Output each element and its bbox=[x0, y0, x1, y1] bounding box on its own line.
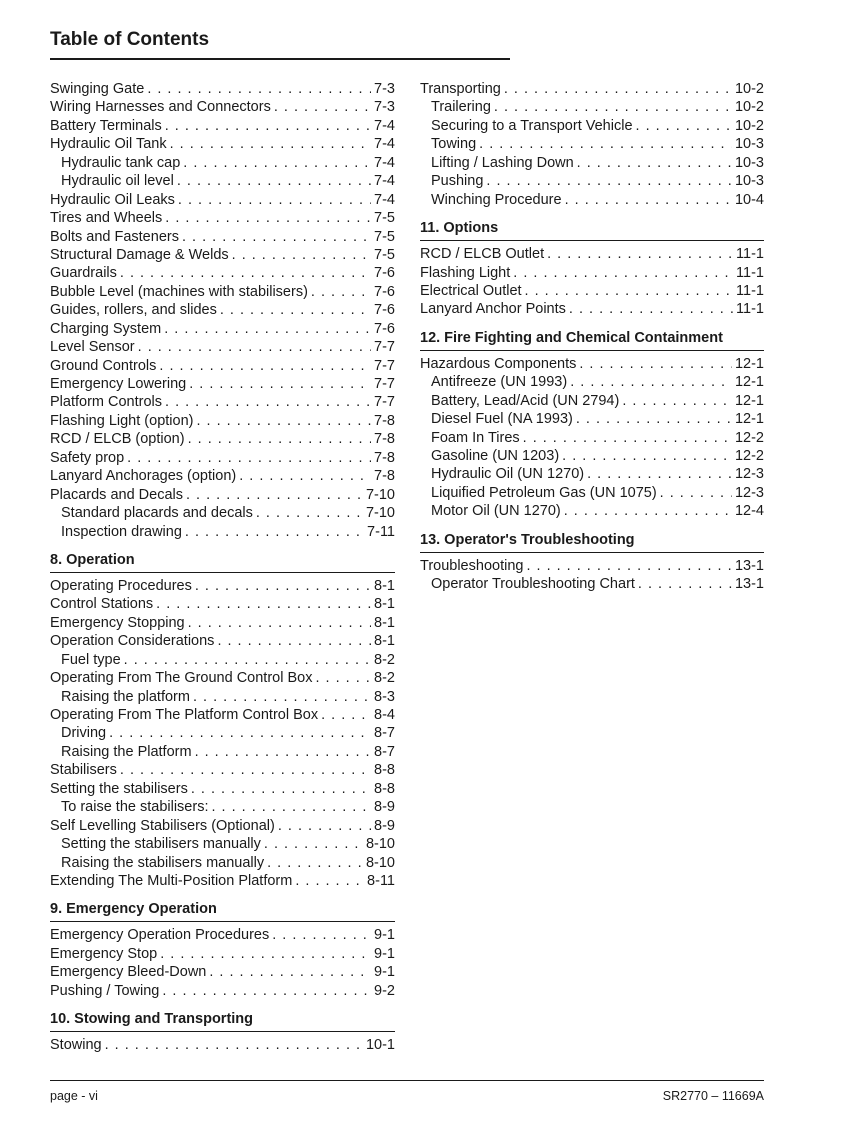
toc-entry-page: 13-1 bbox=[734, 557, 764, 574]
toc-entry-title: Battery Terminals bbox=[50, 117, 162, 134]
section-heading-11: 11. Options bbox=[420, 209, 764, 241]
toc-entry[interactable] bbox=[50, 595, 395, 613]
dot-leader bbox=[165, 209, 371, 227]
toc-entry-title: Operator Troubleshooting Chart bbox=[431, 576, 635, 593]
toc-entry-title: Fuel type bbox=[61, 651, 121, 668]
toc-entry-title: Swinging Gate bbox=[50, 81, 145, 97]
toc-entry-page: 11-1 bbox=[736, 246, 764, 263]
toc-entry[interactable] bbox=[50, 154, 395, 172]
toc-entry-title: Antifreeze (UN 1993) bbox=[431, 374, 568, 391]
toc-block bbox=[420, 355, 764, 521]
toc-block bbox=[420, 80, 764, 209]
toc-entry[interactable] bbox=[420, 355, 764, 373]
toc-entry-page: 7-6 bbox=[374, 265, 395, 282]
toc-entry-page: 13-1 bbox=[734, 576, 764, 593]
title-rule bbox=[50, 58, 510, 60]
toc-entry-page: 8-1 bbox=[374, 614, 395, 631]
toc-entry-page: 7-4 bbox=[374, 173, 395, 190]
toc-entry[interactable] bbox=[420, 410, 764, 428]
toc-entry[interactable] bbox=[50, 614, 395, 632]
toc-entry-title: Trailering bbox=[431, 99, 491, 116]
dot-leader bbox=[577, 154, 732, 172]
toc-entry-title: Winching Procedure bbox=[431, 191, 562, 208]
toc-entry[interactable] bbox=[420, 465, 764, 483]
dot-leader bbox=[165, 393, 371, 411]
toc-entry-title: Diesel Fuel (NA 1993) bbox=[431, 411, 573, 428]
toc-entry-page: 7-4 bbox=[374, 136, 395, 153]
toc-entry-title: Foam In Tires bbox=[431, 429, 520, 446]
toc-entry-page: 11-1 bbox=[736, 264, 764, 281]
dot-leader bbox=[156, 595, 371, 613]
dot-leader bbox=[660, 484, 732, 502]
toc-entry[interactable] bbox=[50, 338, 395, 356]
toc-entry[interactable] bbox=[50, 393, 395, 411]
toc-entry-title: RCD / ELCB (option) bbox=[50, 431, 185, 448]
toc-entry[interactable] bbox=[50, 375, 395, 393]
toc-entry-page: 12-1 bbox=[734, 374, 764, 391]
toc-entry-page: 7-7 bbox=[374, 376, 395, 392]
dot-leader bbox=[562, 447, 732, 465]
dot-leader bbox=[177, 172, 371, 190]
toc-entry-title: Setting the stabilisers manually bbox=[61, 836, 261, 853]
toc-entry[interactable] bbox=[50, 486, 395, 504]
dot-leader bbox=[120, 761, 371, 779]
dot-leader bbox=[274, 98, 371, 116]
dot-leader bbox=[182, 228, 371, 246]
toc-entry[interactable] bbox=[50, 98, 395, 116]
toc-entry[interactable] bbox=[50, 246, 395, 264]
dot-leader bbox=[311, 283, 371, 301]
toc-entry-title: Setting the stabilisers bbox=[50, 780, 188, 797]
dot-leader bbox=[195, 577, 371, 595]
toc-entry-title: Hydraulic oil level bbox=[61, 173, 174, 190]
toc-entry-page: 12-1 bbox=[734, 355, 764, 372]
dot-leader bbox=[127, 449, 371, 467]
toc-entry-title: Lifting / Lashing Down bbox=[431, 154, 574, 171]
toc-entry-title: Emergency Bleed-Down bbox=[50, 964, 207, 981]
toc-entry[interactable] bbox=[50, 780, 395, 798]
toc-entry[interactable] bbox=[420, 557, 764, 575]
toc-entry[interactable] bbox=[420, 429, 764, 447]
toc-entry-page: 10-1 bbox=[365, 1037, 395, 1054]
dot-leader bbox=[188, 614, 371, 632]
dot-leader bbox=[170, 135, 371, 153]
toc-entry-page: 8-1 bbox=[374, 577, 395, 594]
dot-leader bbox=[195, 743, 371, 761]
toc-entry[interactable] bbox=[50, 172, 395, 190]
toc-entry-page: 9-1 bbox=[374, 945, 395, 962]
toc-entry[interactable] bbox=[420, 172, 764, 190]
toc-entry-page: 11-1 bbox=[736, 301, 764, 318]
dot-leader bbox=[479, 135, 732, 153]
dot-leader bbox=[147, 80, 371, 98]
section-heading-10: 10. Stowing and Transporting bbox=[50, 1000, 395, 1032]
toc-entry-page: 7-7 bbox=[374, 339, 395, 356]
toc-entry-title: Emergency Stopping bbox=[50, 614, 185, 631]
toc-entry-title: Lanyard Anchorages (option) bbox=[50, 468, 237, 485]
toc-entry-title: Emergency Operation Procedures bbox=[50, 927, 270, 944]
toc-entry-title: Level Sensor bbox=[50, 339, 135, 356]
toc-entry-title: Hydraulic Oil Tank bbox=[50, 136, 167, 153]
toc-entry[interactable] bbox=[420, 264, 764, 282]
toc-entry[interactable] bbox=[50, 80, 395, 98]
toc-entry-page: 7-7 bbox=[374, 394, 395, 411]
toc-entry-page: 7-8 bbox=[374, 468, 395, 485]
dot-leader bbox=[272, 926, 371, 944]
toc-entry[interactable] bbox=[50, 228, 395, 246]
toc-entry-page: 10-2 bbox=[734, 99, 764, 116]
dot-leader bbox=[109, 724, 371, 742]
toc-entry-title: RCD / ELCB Outlet bbox=[420, 246, 545, 263]
dot-leader bbox=[504, 80, 732, 98]
toc-entry-page: 7-6 bbox=[374, 283, 395, 300]
toc-entry-page: 12-1 bbox=[734, 411, 764, 428]
toc-entry[interactable] bbox=[420, 245, 764, 263]
dot-leader bbox=[183, 154, 371, 172]
dot-leader bbox=[569, 300, 733, 318]
toc-entry-page: 7-6 bbox=[374, 320, 395, 337]
toc-entry-page: 10-2 bbox=[734, 117, 764, 134]
toc-entry[interactable] bbox=[50, 191, 395, 209]
toc-entry[interactable] bbox=[50, 264, 395, 282]
dot-leader bbox=[193, 688, 371, 706]
toc-entry-page: 12-2 bbox=[734, 429, 764, 446]
toc-block bbox=[420, 245, 764, 319]
toc-entry-title: Hydraulic tank cap bbox=[61, 154, 181, 171]
toc-entry-title: Guardrails bbox=[50, 265, 117, 282]
dot-leader bbox=[264, 835, 363, 853]
toc-entry[interactable] bbox=[50, 430, 395, 448]
toc-entry[interactable] bbox=[420, 575, 764, 593]
dot-leader bbox=[295, 872, 364, 890]
toc-entry-page: 8-7 bbox=[374, 743, 395, 760]
dot-leader bbox=[526, 557, 732, 575]
toc-entry-page: 8-2 bbox=[374, 651, 395, 668]
toc-entry-title: Hydraulic Oil (UN 1270) bbox=[431, 466, 585, 483]
toc-entry-page: 8-1 bbox=[374, 596, 395, 613]
toc-entry-page: 7-5 bbox=[374, 246, 395, 263]
toc-entry-title: Inspection drawing bbox=[61, 523, 182, 540]
toc-entry[interactable] bbox=[50, 504, 395, 522]
toc-entry[interactable] bbox=[50, 209, 395, 227]
toc-entry[interactable] bbox=[50, 357, 395, 375]
dot-leader bbox=[576, 410, 732, 428]
toc-entry[interactable] bbox=[420, 191, 764, 209]
toc-entry-title: Safety prop bbox=[50, 449, 125, 466]
toc-entry-page: 12-1 bbox=[734, 392, 764, 409]
dot-leader bbox=[638, 575, 732, 593]
toc-entry-page: 10-4 bbox=[734, 191, 764, 208]
dot-leader bbox=[579, 355, 732, 373]
toc-block bbox=[50, 1036, 395, 1054]
footer-rule bbox=[50, 1080, 764, 1081]
dot-leader bbox=[513, 264, 733, 282]
toc-entry-page: 7-6 bbox=[374, 302, 395, 319]
toc-entry-page: 10-3 bbox=[734, 154, 764, 171]
toc-entry[interactable] bbox=[50, 835, 395, 853]
toc-entry-title: Stabilisers bbox=[50, 762, 117, 779]
toc-entry[interactable] bbox=[50, 761, 395, 779]
toc-entry-page: 9-2 bbox=[374, 982, 395, 999]
toc-entry[interactable] bbox=[50, 283, 395, 301]
toc-entry[interactable] bbox=[420, 447, 764, 465]
toc-entry-title: Bolts and Fasteners bbox=[50, 228, 179, 245]
dot-leader bbox=[570, 373, 732, 391]
toc-entry-page: 8-11 bbox=[367, 872, 395, 889]
toc-entry[interactable] bbox=[50, 523, 395, 541]
dot-leader bbox=[564, 502, 732, 520]
toc-right-column bbox=[420, 80, 764, 594]
dot-leader bbox=[587, 465, 732, 483]
toc-entry[interactable] bbox=[50, 632, 395, 650]
toc-entry-page: 12-3 bbox=[734, 466, 764, 483]
toc-entry-page: 7-4 bbox=[374, 117, 395, 134]
dot-leader bbox=[211, 798, 371, 816]
toc-entry[interactable] bbox=[50, 743, 395, 761]
toc-entry-title: Pushing / Towing bbox=[50, 982, 160, 999]
dot-leader bbox=[160, 945, 371, 963]
dot-leader bbox=[278, 817, 371, 835]
toc-entry-title: Control Stations bbox=[50, 596, 154, 613]
toc-entry-page: 7-11 bbox=[367, 523, 395, 540]
toc-entry-page: 7-3 bbox=[374, 99, 395, 116]
toc-entry-title: Electrical Outlet bbox=[420, 282, 522, 299]
toc-entry-page: 7-3 bbox=[374, 81, 395, 97]
dot-leader bbox=[315, 669, 371, 687]
toc-entry-page: 7-5 bbox=[374, 228, 395, 245]
toc-entry-title: Emergency Stop bbox=[50, 945, 158, 962]
dot-leader bbox=[217, 632, 371, 650]
dot-leader bbox=[209, 963, 371, 981]
toc-block bbox=[50, 926, 395, 1000]
toc-block bbox=[50, 577, 395, 890]
toc-entry-title: Placards and Decals bbox=[50, 486, 183, 503]
toc-entry[interactable] bbox=[50, 926, 395, 944]
toc-entry-page: 7-8 bbox=[374, 412, 395, 429]
toc-entry-title: Extending The Multi-Position Platform bbox=[50, 872, 293, 889]
toc-entry-page: 7-8 bbox=[374, 449, 395, 466]
toc-entry[interactable] bbox=[50, 688, 395, 706]
toc-entry-page: 9-1 bbox=[374, 927, 395, 944]
toc-entry[interactable] bbox=[50, 854, 395, 872]
toc-entry-title: Gasoline (UN 1203) bbox=[431, 448, 560, 464]
dot-leader bbox=[178, 191, 371, 209]
dot-leader bbox=[164, 320, 371, 338]
dot-leader bbox=[321, 706, 371, 724]
toc-entry-title: Operating From The Platform Control Box bbox=[50, 707, 319, 723]
page-title: Table of Contents bbox=[50, 29, 210, 50]
toc-entry-page: 12-2 bbox=[734, 448, 764, 464]
toc-entry-page: 7-5 bbox=[374, 210, 395, 227]
toc-entry[interactable] bbox=[420, 300, 764, 318]
toc-entry[interactable] bbox=[50, 706, 395, 724]
toc-entry-title: Raising the Platform bbox=[61, 743, 192, 760]
dot-leader bbox=[525, 282, 734, 300]
toc-entry-page: 8-3 bbox=[374, 688, 395, 705]
page-number: page - vi bbox=[50, 1089, 98, 1103]
toc-entry-title: Motor Oil (UN 1270) bbox=[431, 503, 561, 520]
section-heading-8: 8. Operation bbox=[50, 541, 395, 573]
toc-entry[interactable] bbox=[50, 135, 395, 153]
toc-entry[interactable] bbox=[50, 577, 395, 595]
toc-entry[interactable] bbox=[420, 484, 764, 502]
toc-entry-title: Battery, Lead/Acid (UN 2794) bbox=[431, 392, 620, 409]
toc-entry-title: Transporting bbox=[420, 81, 501, 97]
dot-leader bbox=[267, 854, 363, 872]
dot-leader bbox=[636, 117, 732, 135]
toc-entry-page: 7-4 bbox=[374, 154, 395, 171]
dot-leader bbox=[162, 982, 371, 1000]
toc-entry-page: 12-3 bbox=[734, 484, 764, 501]
dot-leader bbox=[486, 172, 732, 190]
toc-entry-title: Hazardous Components bbox=[420, 355, 577, 372]
toc-entry-page: 9-1 bbox=[374, 964, 395, 981]
toc-entry-page: 8-2 bbox=[374, 670, 395, 687]
dot-leader bbox=[239, 467, 371, 485]
toc-entry-title: Driving bbox=[61, 725, 107, 742]
toc-entry[interactable] bbox=[50, 982, 395, 1000]
toc-entry[interactable] bbox=[420, 98, 764, 116]
toc-entry-title: Charging System bbox=[50, 320, 162, 337]
toc-entry[interactable] bbox=[50, 963, 395, 981]
toc-entry[interactable] bbox=[50, 449, 395, 467]
dot-leader bbox=[124, 651, 371, 669]
section-heading-12: 12. Fire Fighting and Chemical Containment bbox=[420, 319, 764, 351]
toc-entry-page: 8-10 bbox=[365, 836, 395, 853]
toc-entry-title: Self Levelling Stabilisers (Optional) bbox=[50, 817, 275, 834]
dot-leader bbox=[138, 338, 371, 356]
toc-entry-page: 7-10 bbox=[365, 486, 395, 503]
dot-leader bbox=[494, 98, 732, 116]
toc-entry[interactable] bbox=[420, 373, 764, 391]
toc-entry[interactable] bbox=[50, 798, 395, 816]
dot-leader bbox=[165, 117, 371, 135]
toc-entry-title: Structural Damage & Welds bbox=[50, 246, 229, 263]
toc-entry-title: Ground Controls bbox=[50, 357, 157, 374]
toc-entry[interactable] bbox=[50, 412, 395, 430]
dot-leader bbox=[196, 412, 371, 430]
toc-entry-title: Troubleshooting bbox=[420, 557, 524, 574]
toc-entry-page: 8-7 bbox=[374, 725, 395, 742]
toc-entry[interactable] bbox=[50, 467, 395, 485]
toc-entry-title: Platform Controls bbox=[50, 394, 163, 411]
toc-entry-page: 8-4 bbox=[374, 707, 395, 723]
toc-entry-title: Flashing Light (option) bbox=[50, 412, 194, 429]
toc-entry[interactable] bbox=[420, 117, 764, 135]
toc-entry[interactable] bbox=[50, 1036, 395, 1054]
document-id: SR2770 – 11669A bbox=[662, 1089, 764, 1103]
dot-leader bbox=[523, 429, 732, 447]
toc-entry[interactable] bbox=[50, 724, 395, 742]
toc-entry-page: 8-1 bbox=[374, 633, 395, 650]
toc-entry-title: Securing to a Transport Vehicle bbox=[431, 117, 633, 134]
toc-block bbox=[420, 557, 764, 594]
toc-entry[interactable] bbox=[50, 945, 395, 963]
toc-entry[interactable] bbox=[50, 117, 395, 135]
toc-entry-title: Bubble Level (machines with stabilisers) bbox=[50, 283, 308, 300]
dot-leader bbox=[256, 504, 363, 522]
toc-entry-title: Flashing Light bbox=[420, 264, 511, 281]
toc-entry-title: Operating Procedures bbox=[50, 577, 192, 594]
dot-leader bbox=[105, 1036, 363, 1054]
toc-entry-page: 7-10 bbox=[365, 505, 395, 522]
dot-leader bbox=[188, 430, 371, 448]
toc-entry-title: Raising the platform bbox=[61, 688, 190, 705]
toc-entry-title: Pushing bbox=[431, 173, 484, 190]
dot-leader bbox=[547, 245, 733, 263]
toc-left-column bbox=[50, 80, 395, 1055]
dot-leader bbox=[191, 780, 371, 798]
dot-leader bbox=[622, 392, 732, 410]
toc-entry[interactable] bbox=[420, 392, 764, 410]
dot-leader bbox=[120, 264, 371, 282]
toc-entry[interactable] bbox=[420, 154, 764, 172]
toc-entry-page: 8-9 bbox=[374, 799, 395, 816]
toc-entry-page: 8-8 bbox=[374, 780, 395, 797]
toc-block bbox=[50, 80, 395, 541]
toc-entry[interactable] bbox=[50, 301, 395, 319]
toc-entry-title: Operating From The Ground Control Box bbox=[50, 670, 313, 687]
toc-entry[interactable] bbox=[50, 320, 395, 338]
toc-entry-page: 10-2 bbox=[734, 81, 764, 97]
toc-entry[interactable] bbox=[420, 80, 764, 98]
toc-entry-title: Operation Considerations bbox=[50, 633, 215, 650]
toc-entry[interactable] bbox=[50, 669, 395, 687]
toc-entry-title: Hydraulic Oil Leaks bbox=[50, 191, 175, 208]
toc-entry-title: Tires and Wheels bbox=[50, 210, 163, 227]
toc-entry-title: Stowing bbox=[50, 1037, 102, 1054]
dot-leader bbox=[189, 375, 371, 393]
toc-entry-title: Lanyard Anchor Points bbox=[420, 301, 566, 318]
section-heading-9: 9. Emergency Operation bbox=[50, 890, 395, 922]
toc-entry-page: 7-4 bbox=[374, 191, 395, 208]
dot-leader bbox=[159, 357, 371, 375]
toc-entry-title: Wiring Harnesses and Connectors bbox=[50, 99, 271, 116]
toc-entry-title: To raise the stabilisers: bbox=[61, 799, 209, 816]
toc-entry-page: 11-1 bbox=[736, 282, 764, 299]
toc-entry[interactable] bbox=[50, 872, 395, 890]
toc-entry-page: 8-8 bbox=[374, 762, 395, 779]
toc-entry[interactable] bbox=[50, 651, 395, 669]
toc-entry[interactable] bbox=[420, 282, 764, 300]
dot-leader bbox=[565, 191, 732, 209]
section-heading-13: 13. Operator's Troubleshooting bbox=[420, 521, 764, 553]
toc-entry-page: 8-10 bbox=[365, 854, 395, 871]
toc-entry-page: 7-8 bbox=[374, 431, 395, 448]
toc-entry-title: Guides, rollers, and slides bbox=[50, 302, 217, 319]
toc-entry-title: Emergency Lowering bbox=[50, 376, 187, 392]
toc-entry-page: 8-9 bbox=[374, 817, 395, 834]
toc-entry-page: 10-3 bbox=[734, 136, 764, 153]
toc-entry-page: 7-7 bbox=[374, 357, 395, 374]
dot-leader bbox=[220, 301, 371, 319]
toc-entry-page: 10-3 bbox=[734, 173, 764, 190]
toc-entry-title: Liquified Petroleum Gas (UN 1075) bbox=[431, 484, 657, 501]
toc-entry-title: Raising the stabilisers manually bbox=[61, 854, 265, 871]
dot-leader bbox=[185, 523, 364, 541]
toc-entry[interactable] bbox=[420, 502, 764, 520]
toc-entry-page: 12-4 bbox=[734, 503, 764, 520]
dot-leader bbox=[186, 486, 363, 504]
dot-leader bbox=[232, 246, 371, 264]
toc-entry[interactable] bbox=[420, 135, 764, 153]
toc-entry-title: Standard placards and decals bbox=[61, 505, 253, 522]
toc-entry-title: Towing bbox=[431, 136, 477, 153]
toc-entry[interactable] bbox=[50, 817, 395, 835]
